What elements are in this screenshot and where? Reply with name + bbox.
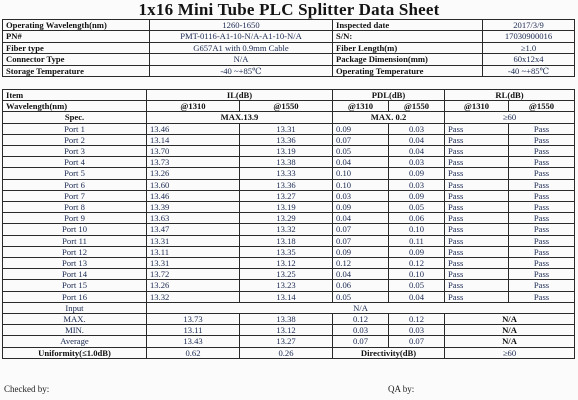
- rl-1310-value: Pass: [445, 258, 509, 269]
- rl-1550-value: Pass: [509, 190, 575, 201]
- rl-1550-value: Pass: [509, 235, 575, 246]
- rl-1550-value: Pass: [509, 123, 575, 134]
- il-1310-value: 13.46: [147, 190, 240, 201]
- pdl-1550-value: 0.04: [389, 134, 445, 145]
- pdl-1550-value: 0.09: [389, 168, 445, 179]
- pdl-1310-value: 0.03: [333, 190, 389, 201]
- info-value: 2017/3/9: [483, 20, 575, 31]
- info-label: Connector Type: [3, 54, 150, 65]
- port-row: [3, 157, 575, 168]
- port-name: Port 1: [3, 123, 147, 134]
- il-1550-value: 13.36: [240, 134, 333, 145]
- rl-1550-header: @1550: [509, 101, 575, 112]
- rl-1550-value: Pass: [509, 168, 575, 179]
- info-row: [3, 65, 575, 76]
- pdl-1550-value: 0.10: [389, 224, 445, 235]
- page-title: 1x16 Mini Tube PLC Splitter Data Sheet: [138, 0, 440, 19]
- port-name: Port 6: [3, 179, 147, 190]
- stat-label: MAX.: [3, 314, 147, 325]
- rl-1310-value: Pass: [445, 190, 509, 201]
- pdl-1310-value: 0.05: [333, 146, 389, 157]
- pdl-1550-value: 0.09: [389, 190, 445, 201]
- rl-1550-value: Pass: [509, 280, 575, 291]
- rl-1310-value: Pass: [445, 213, 509, 224]
- il-1550-value: 13.38: [240, 157, 333, 168]
- rl-1310-value: Pass: [445, 157, 509, 168]
- rl-header: RL(dB): [445, 90, 575, 101]
- stat-il-1550: 13.12: [240, 325, 333, 336]
- input-label: Input: [3, 302, 147, 313]
- rl-1310-value: Pass: [445, 269, 509, 280]
- wavelength-label: Wavelength(nm): [3, 101, 147, 112]
- il-1550-header: @1550: [240, 101, 333, 112]
- stat-row: [3, 336, 575, 347]
- port-name: Port 4: [3, 157, 147, 168]
- info-value: ≥1.0: [483, 42, 575, 53]
- directivity-value: ≥60: [445, 347, 575, 358]
- il-1310-value: 13.70: [147, 146, 240, 157]
- pdl-1310-value: 0.12: [333, 258, 389, 269]
- il-1550-value: 13.32: [240, 224, 333, 235]
- info-label: PN#: [3, 31, 150, 42]
- stat-pdl-1550: 0.12: [389, 314, 445, 325]
- port-name: Port 3: [3, 146, 147, 157]
- port-row: [3, 134, 575, 145]
- il-1550-value: 13.35: [240, 246, 333, 257]
- il-1310-value: 13.39: [147, 202, 240, 213]
- port-name: Port 5: [3, 168, 147, 179]
- pdl-1310-header: @1310: [333, 101, 389, 112]
- info-row: [3, 42, 575, 53]
- info-table: [2, 19, 575, 77]
- port-name: Port 13: [3, 258, 147, 269]
- info-label: Fiber Length(m): [333, 42, 483, 53]
- il-1310-value: 13.31: [147, 235, 240, 246]
- wavelength-row: [3, 101, 575, 112]
- il-1550-value: 13.36: [240, 179, 333, 190]
- rl-1310-value: Pass: [445, 168, 509, 179]
- il-1310-value: 13.47: [147, 224, 240, 235]
- rl-1550-value: Pass: [509, 258, 575, 269]
- rl-1310-value: Pass: [445, 146, 509, 157]
- port-row: [3, 202, 575, 213]
- port-name: Port 9: [3, 213, 147, 224]
- il-1550-value: 13.33: [240, 168, 333, 179]
- uniformity-1550: 0.26: [240, 347, 333, 358]
- il-1310-header: @1310: [147, 101, 240, 112]
- pdl-1310-value: 0.04: [333, 269, 389, 280]
- il-1550-value: 13.19: [240, 202, 333, 213]
- info-label: Inspected date: [333, 20, 483, 31]
- pdl-1550-value: 0.05: [389, 280, 445, 291]
- stat-row: [3, 314, 575, 325]
- uniformity-1310: 0.62: [147, 347, 240, 358]
- stat-pdl-1310: 0.07: [333, 336, 389, 347]
- il-1550-value: 13.23: [240, 280, 333, 291]
- info-value: 1260-1650: [150, 20, 333, 31]
- rl-1310-header: @1310: [445, 101, 509, 112]
- stat-label: MIN.: [3, 325, 147, 336]
- port-row: [3, 280, 575, 291]
- info-label: Storage Temperature: [3, 65, 150, 76]
- pdl-1310-value: 0.04: [333, 213, 389, 224]
- pdl-1310-value: 0.09: [333, 123, 389, 134]
- rl-1550-value: Pass: [509, 291, 575, 302]
- il-1310-value: 13.72: [147, 269, 240, 280]
- stat-rl: N/A: [445, 325, 575, 336]
- port-name: Port 12: [3, 246, 147, 257]
- pdl-1550-value: 0.03: [389, 123, 445, 134]
- stat-pdl-1310: 0.12: [333, 314, 389, 325]
- pdl-spec: MAX. 0.2: [333, 112, 445, 123]
- il-1550-value: 13.29: [240, 213, 333, 224]
- port-row: [3, 213, 575, 224]
- rl-1550-value: Pass: [509, 246, 575, 257]
- uniformity-row: [3, 347, 575, 358]
- stat-label: Average: [3, 336, 147, 347]
- pdl-1550-value: 0.03: [389, 157, 445, 168]
- info-value: 60x12x4: [483, 54, 575, 65]
- pdl-1310-value: 0.07: [333, 134, 389, 145]
- pdl-1310-value: 0.05: [333, 291, 389, 302]
- rl-1550-value: Pass: [509, 146, 575, 157]
- port-name: Port 16: [3, 291, 147, 302]
- info-row: [3, 54, 575, 65]
- pdl-header: PDL(dB): [333, 90, 445, 101]
- il-1550-value: 13.19: [240, 146, 333, 157]
- port-row: [3, 269, 575, 280]
- pdl-1550-value: 0.03: [389, 179, 445, 190]
- rl-1310-value: Pass: [445, 291, 509, 302]
- port-row: [3, 246, 575, 257]
- port-row: [3, 146, 575, 157]
- pdl-1550-header: @1550: [389, 101, 445, 112]
- il-1550-value: 13.18: [240, 235, 333, 246]
- group-header-row: [3, 90, 575, 101]
- pdl-1310-value: 0.10: [333, 179, 389, 190]
- pdl-1310-value: 0.09: [333, 246, 389, 257]
- il-1310-value: 13.31: [147, 258, 240, 269]
- stat-rl: N/A: [445, 314, 575, 325]
- stat-pdl-1550: 0.07: [389, 336, 445, 347]
- stat-il-1550: 13.38: [240, 314, 333, 325]
- pdl-1310-value: 0.07: [333, 235, 389, 246]
- info-value: N/A: [150, 54, 333, 65]
- measurement-table: [2, 89, 575, 359]
- directivity-label: Directivity(dB): [333, 347, 445, 358]
- il-1310-value: 13.60: [147, 179, 240, 190]
- input-row: [3, 302, 575, 313]
- pdl-1550-value: 0.05: [389, 202, 445, 213]
- port-row: [3, 258, 575, 269]
- item-header: Item: [3, 90, 147, 101]
- pdl-1310-value: 0.06: [333, 280, 389, 291]
- pdl-1550-value: 0.10: [389, 269, 445, 280]
- rl-1550-value: Pass: [509, 213, 575, 224]
- rl-1550-value: Pass: [509, 179, 575, 190]
- pdl-1550-value: 0.11: [389, 235, 445, 246]
- uniformity-label: Uniformity(≤1.0dB): [3, 347, 147, 358]
- info-label: Fiber type: [3, 42, 150, 53]
- il-1310-value: 13.26: [147, 280, 240, 291]
- stat-rl: N/A: [445, 336, 575, 347]
- stat-il-1310: 13.11: [147, 325, 240, 336]
- pdl-1310-value: 0.09: [333, 202, 389, 213]
- rl-1310-value: Pass: [445, 224, 509, 235]
- rl-1310-value: Pass: [445, 235, 509, 246]
- info-value: -40 ~+85℃: [483, 65, 575, 76]
- il-1310-value: 13.26: [147, 168, 240, 179]
- rl-1550-value: Pass: [509, 202, 575, 213]
- il-1310-value: 13.14: [147, 134, 240, 145]
- port-row: [3, 179, 575, 190]
- stat-il-1310: 13.73: [147, 314, 240, 325]
- port-row: [3, 291, 575, 302]
- pdl-1550-value: 0.12: [389, 258, 445, 269]
- stat-pdl-1550: 0.03: [389, 325, 445, 336]
- stat-pdl-1310: 0.03: [333, 325, 389, 336]
- rl-spec: ≥60: [445, 112, 575, 123]
- port-row: [3, 224, 575, 235]
- il-1310-value: 13.32: [147, 291, 240, 302]
- info-row: [3, 31, 575, 42]
- il-1550-value: 13.31: [240, 123, 333, 134]
- info-value: G657A1 with 0.9mm Cable: [150, 42, 333, 53]
- port-row: [3, 168, 575, 179]
- rl-1550-value: Pass: [509, 157, 575, 168]
- il-1310-value: 13.11: [147, 246, 240, 257]
- il-1310-value: 13.63: [147, 213, 240, 224]
- info-value: 17030900016: [483, 31, 575, 42]
- info-value: -40 ~+85℃: [150, 65, 333, 76]
- port-row: [3, 190, 575, 201]
- rl-1310-value: Pass: [445, 134, 509, 145]
- il-1550-value: 13.12: [240, 258, 333, 269]
- rl-1310-value: Pass: [445, 123, 509, 134]
- info-label: Package Dimension(mm): [333, 54, 483, 65]
- checked-by-label: Checked by:: [4, 384, 50, 394]
- rl-1310-value: Pass: [445, 179, 509, 190]
- spec-row: [3, 112, 575, 123]
- pdl-1310-value: 0.07: [333, 224, 389, 235]
- pdl-1550-value: 0.04: [389, 291, 445, 302]
- qa-by-label: QA by:: [388, 384, 415, 394]
- il-1550-value: 13.14: [240, 291, 333, 302]
- stat-il-1550: 13.27: [240, 336, 333, 347]
- spec-label: Spec.: [3, 112, 147, 123]
- info-label: Operating Temperature: [333, 65, 483, 76]
- rl-1550-value: Pass: [509, 134, 575, 145]
- info-label: S/N:: [333, 31, 483, 42]
- rl-1550-value: Pass: [509, 269, 575, 280]
- pdl-1310-value: 0.10: [333, 168, 389, 179]
- il-spec: MAX.13.9: [147, 112, 333, 123]
- pdl-1550-value: 0.04: [389, 146, 445, 157]
- port-name: Port 11: [3, 235, 147, 246]
- il-1550-value: 13.27: [240, 190, 333, 201]
- port-name: Port 7: [3, 190, 147, 201]
- input-value: N/A: [147, 302, 575, 313]
- info-value: PMT-0116-A1-10-N/A-A1-10-N/A: [150, 31, 333, 42]
- port-row: [3, 123, 575, 134]
- rl-1310-value: Pass: [445, 246, 509, 257]
- il-1310-value: 13.46: [147, 123, 240, 134]
- il-1550-value: 13.25: [240, 269, 333, 280]
- port-row: [3, 235, 575, 246]
- pdl-1310-value: 0.04: [333, 157, 389, 168]
- port-name: Port 14: [3, 269, 147, 280]
- info-label: Operating Wavelength(nm): [3, 20, 150, 31]
- pdl-1550-value: 0.06: [389, 213, 445, 224]
- stat-il-1310: 13.43: [147, 336, 240, 347]
- rl-1550-value: Pass: [509, 224, 575, 235]
- stat-row: [3, 325, 575, 336]
- pdl-1550-value: 0.09: [389, 246, 445, 257]
- rl-1310-value: Pass: [445, 280, 509, 291]
- port-name: Port 8: [3, 202, 147, 213]
- rl-1310-value: Pass: [445, 202, 509, 213]
- il-1310-value: 13.73: [147, 157, 240, 168]
- port-name: Port 10: [3, 224, 147, 235]
- info-row: [3, 20, 575, 31]
- il-header: IL(dB): [147, 90, 333, 101]
- port-name: Port 2: [3, 134, 147, 145]
- port-name: Port 15: [3, 280, 147, 291]
